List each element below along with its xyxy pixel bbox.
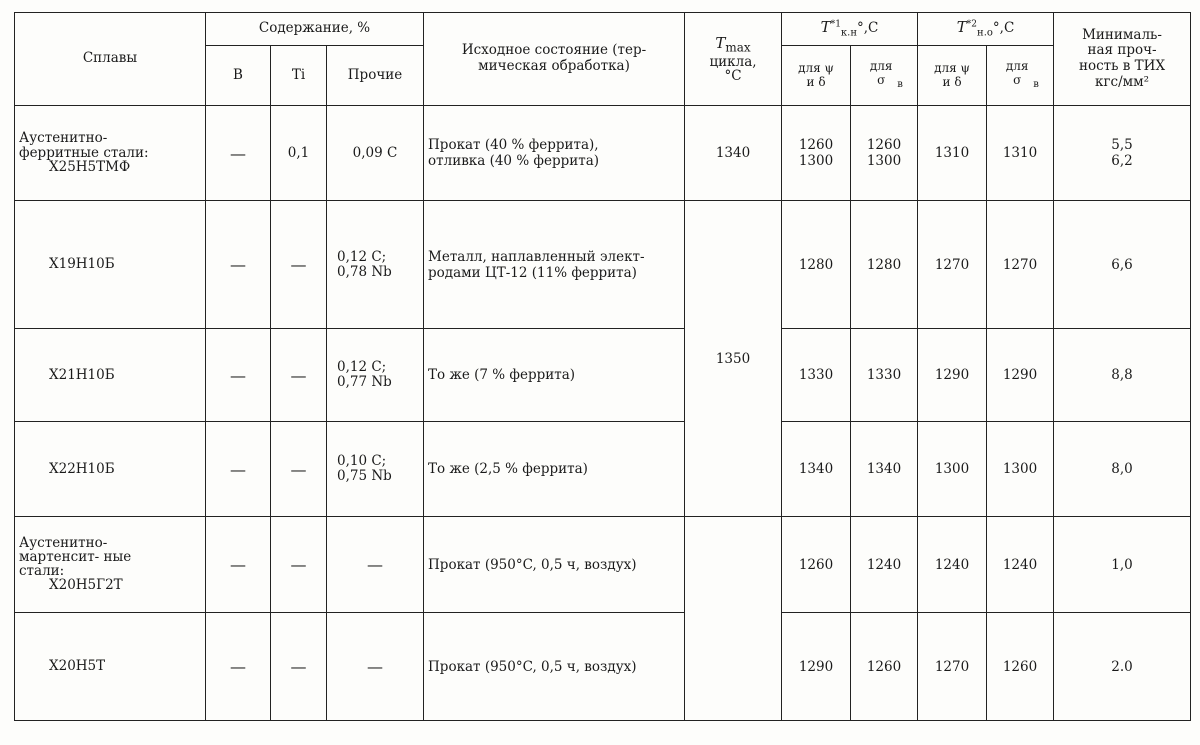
tkn-psi-cell: 1280 — [782, 201, 851, 329]
tkn-psi-cell: 1260 — [782, 517, 851, 613]
header-tkn-rest: °,C — [857, 19, 879, 36]
header-tmax-T: T — [715, 33, 726, 52]
tkn-sigma-cell: 1240 — [851, 517, 918, 613]
header-tkn-sup: *1 — [830, 19, 841, 30]
tno-sigma-cell: 1300 — [987, 422, 1054, 517]
header-tmax — [685, 13, 782, 106]
alloy-cell — [15, 422, 206, 517]
table-row — [15, 329, 1191, 422]
tno-psi-cell: 1300 — [918, 422, 987, 517]
state-cell — [424, 106, 685, 201]
ti-cell: — — [271, 329, 327, 422]
ti-cell: — — [271, 517, 327, 613]
alloy-name: X19H10Б — [49, 256, 115, 273]
header-tmax-sub: max — [725, 40, 751, 55]
alloy-cell — [15, 329, 206, 422]
header-tkn-sub: к.н — [840, 27, 858, 39]
other-text: 0,12 C; 0,78 Nb — [337, 248, 392, 280]
alloy-name: X21H10Б — [49, 366, 115, 383]
tno-psi-cell: 1290 — [918, 329, 987, 422]
alloy-cell — [15, 106, 206, 201]
b-cell: — — [206, 329, 271, 422]
state-cell — [424, 201, 685, 329]
ti-cell: 0,1 — [271, 106, 327, 201]
header-tno-sigma — [987, 46, 1054, 106]
header-tno-psi-text: для ψ и δ — [934, 60, 970, 89]
strength-cell — [1054, 106, 1191, 201]
table-row — [15, 517, 1191, 613]
header-min-strength-text: Минималь- ная проч- ность в ТИХ кгс/мм² — [1078, 26, 1166, 90]
alloy-name: X20H5Г2T — [49, 577, 123, 594]
table-row — [15, 106, 1191, 201]
alloy-cell — [15, 201, 206, 329]
tno-sigma-cell: 1270 — [987, 201, 1054, 329]
tkn-sigma-text: 1260 1300 — [866, 137, 902, 169]
header-tkn-sigma-sub: в — [897, 79, 903, 91]
header-ti: Ti — [271, 46, 327, 106]
header-tno — [918, 13, 1054, 46]
header-tno-sup: *2 — [966, 19, 978, 30]
header-tkn-psi-text: для ψ и δ — [798, 60, 834, 89]
state-cell: Прокат (950°C, 0,5 ч, воздух) — [424, 517, 685, 613]
header-min-strength — [1054, 13, 1191, 106]
tmax-empty-cell — [685, 517, 782, 721]
tkn-sigma-cell: 1260 — [851, 613, 918, 721]
header-tno-T: T — [956, 17, 967, 36]
state-cell: Прокат (950°C, 0,5 ч, воздух) — [424, 613, 685, 721]
header-tkn-psi — [782, 46, 851, 106]
b-cell: — — [206, 517, 271, 613]
b-cell: — — [206, 106, 271, 201]
tkn-psi-cell: 1340 — [782, 422, 851, 517]
state-text: Металл, наплавленный элект- родами ЦТ-12 (11% феррита) — [428, 248, 645, 281]
other-cell — [327, 422, 424, 517]
strength-cell: 6,6 — [1054, 201, 1191, 329]
ti-cell: — — [271, 201, 327, 329]
table-row — [15, 201, 1191, 329]
b-cell: — — [206, 613, 271, 721]
header-tmax-rest: цикла, °C — [709, 54, 757, 85]
alloy-cell — [15, 613, 206, 721]
other-cell: 0,09 C — [327, 106, 424, 201]
header-tno-sigma-sub: в — [1033, 79, 1039, 91]
tno-psi-cell: 1270 — [918, 613, 987, 721]
header-tno-sub: н.о — [977, 27, 993, 39]
strength-cell: 1,0 — [1054, 517, 1191, 613]
header-initial-state — [424, 13, 685, 106]
tno-sigma-cell: 1310 — [987, 106, 1054, 201]
state-cell: То же (7 % феррита) — [424, 329, 685, 422]
tno-sigma-cell: 1290 — [987, 329, 1054, 422]
header-content: Содержание, % — [206, 13, 424, 46]
other-text: 0,10 C; 0,75 Nb — [337, 453, 392, 484]
header-initial-state-text: Исходное состояние (тер- мическая обработка) — [461, 42, 647, 74]
header-tno-psi — [918, 46, 987, 106]
header-tno-sigma-text: для σ — [1005, 59, 1029, 87]
tkn-psi-cell — [782, 106, 851, 201]
strength-cell: 8,0 — [1054, 422, 1191, 517]
header-row-1 — [15, 13, 1191, 46]
tno-psi-cell: 1240 — [918, 517, 987, 613]
table-row — [15, 613, 1191, 721]
alloy-name: X22H10Б — [49, 460, 115, 477]
b-cell: — — [206, 422, 271, 517]
state-cell: То же (2,5 % феррита) — [424, 422, 685, 517]
b-cell: — — [206, 201, 271, 329]
header-b: B — [206, 46, 271, 106]
other-text: 0,12 C; 0,77 Nb — [337, 359, 392, 390]
alloy-cell — [15, 517, 206, 613]
header-tkn-T: T — [820, 17, 831, 36]
tkn-psi-cell: 1290 — [782, 613, 851, 721]
other-cell: — — [327, 517, 424, 613]
tno-sigma-cell: 1240 — [987, 517, 1054, 613]
tkn-psi-cell: 1330 — [782, 329, 851, 422]
tkn-psi-text: 1260 1300 — [798, 137, 834, 169]
alloy-name: X25H5TMФ — [49, 158, 131, 175]
header-tkn-sigma — [851, 46, 918, 106]
strength-text: 5,5 6,2 — [1111, 137, 1133, 169]
group-title: Аустенитно-ферритные стали: — [19, 130, 149, 161]
header-other: Прочие — [327, 46, 424, 106]
other-cell — [327, 201, 424, 329]
ti-cell: — — [271, 422, 327, 517]
tkn-sigma-cell — [851, 106, 918, 201]
header-tkn — [782, 13, 918, 46]
other-cell: — — [327, 613, 424, 721]
ti-cell: — — [271, 613, 327, 721]
tkn-sigma-cell: 1330 — [851, 329, 918, 422]
tkn-sigma-cell: 1280 — [851, 201, 918, 329]
tno-sigma-cell: 1260 — [987, 613, 1054, 721]
alloys-table — [14, 12, 1191, 721]
header-tkn-sigma-text: для σ — [869, 59, 893, 87]
tno-psi-cell: 1310 — [918, 106, 987, 201]
tmax-merged-cell: 1350 — [685, 201, 782, 517]
tkn-sigma-cell: 1340 — [851, 422, 918, 517]
other-cell — [327, 329, 424, 422]
tmax-cell: 1340 — [685, 106, 782, 201]
table-row — [15, 422, 1191, 517]
alloy-name: X20H5T — [49, 658, 106, 675]
header-tno-rest: °,C — [992, 19, 1015, 36]
tno-psi-cell: 1270 — [918, 201, 987, 329]
strength-cell: 2.0 — [1054, 613, 1191, 721]
strength-cell: 8,8 — [1054, 329, 1191, 422]
group-title: Аустенитно-мартенсит- ные стали: — [19, 534, 132, 580]
state-text: Прокат (40 % феррита), отливка (40 % феррита) — [428, 137, 600, 169]
header-alloys: Сплавы — [15, 13, 206, 106]
